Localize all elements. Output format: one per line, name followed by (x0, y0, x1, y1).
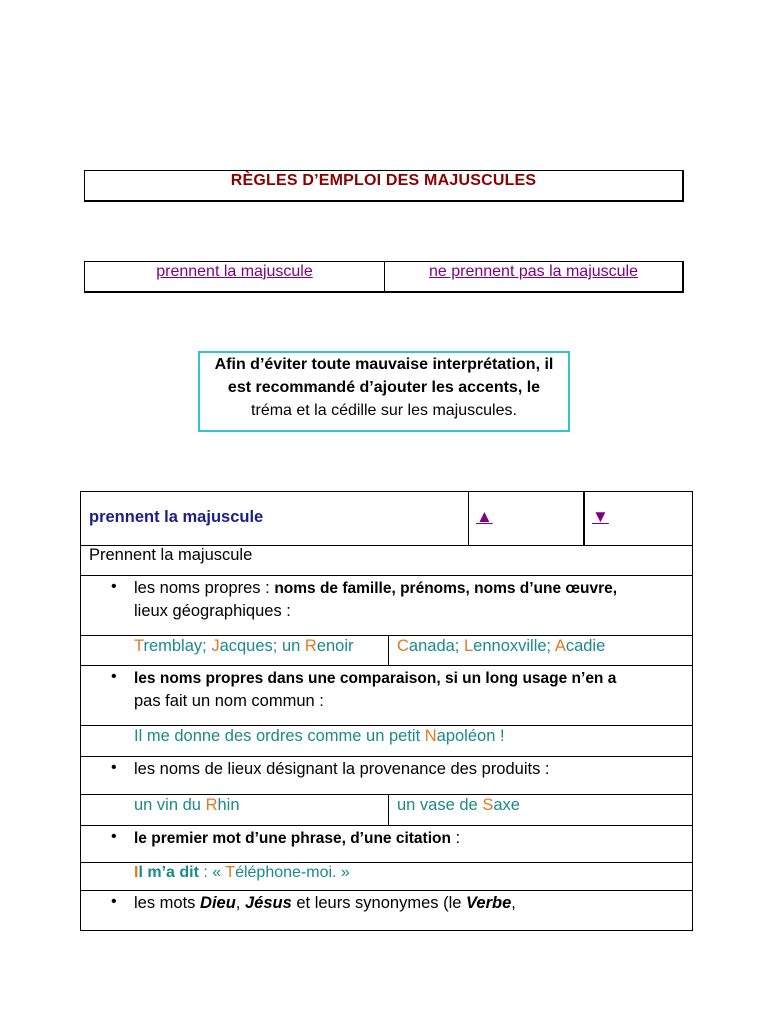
section-heading: prennent la majuscule (89, 508, 264, 526)
example4-text: Il m’a dit : « Téléphone-moi. » (134, 864, 350, 881)
rule-row-2 (81, 666, 692, 726)
title-box (84, 170, 684, 202)
rule1-bold: noms de famille, prénoms, noms d’une œuvre, (274, 580, 618, 597)
rule5-text1: les mots (134, 894, 201, 912)
subtitle-row (81, 546, 692, 576)
note-line-2: est recommandé d’ajouter les accents, le (227, 379, 541, 396)
nav-cell-left (85, 262, 385, 291)
rule-row-3 (81, 757, 692, 795)
bullet-icon: • (111, 578, 117, 595)
down-arrow-icon[interactable]: ▼ (592, 507, 609, 526)
rules-table (80, 491, 693, 931)
page-title: RÈGLES D’EMPLOI DES MAJUSCULES (230, 172, 537, 189)
rule2-line2: pas fait un nom commun : (134, 692, 324, 710)
example3-right: un vase de Saxe (397, 796, 520, 814)
header-divider-1 (468, 492, 469, 545)
rule2-line1: les noms propres dans une comparaison, si un long usage n’en a (134, 670, 617, 687)
rule-row-4 (81, 826, 692, 863)
example-row-1 (81, 636, 692, 666)
example3-left: un vin du Rhin (134, 796, 240, 814)
example1-divider (388, 636, 389, 665)
rule5-jesus: Jésus (244, 894, 292, 912)
rule4-text: : (450, 829, 461, 847)
bullet-icon: • (111, 893, 117, 910)
rule1-line2: lieux géographiques : (134, 602, 291, 620)
example1-right: Canada; Lennoxville; Acadie (397, 637, 606, 655)
example-row-2 (81, 726, 692, 757)
example2-text: Il me donne des ordres comme un petit Napoléon ! (134, 727, 505, 745)
rule5-sep: , (235, 894, 245, 912)
rule4-bold: le premier mot d’une phrase, d’une citation (134, 830, 451, 847)
bullet-icon: • (111, 759, 117, 776)
note-box (198, 351, 570, 432)
up-arrow-icon[interactable]: ▲ (476, 507, 493, 526)
rule-row-1 (81, 576, 692, 636)
note-line-3: tréma et la cédille sur les majuscules. (251, 402, 517, 419)
rule5-text2: et leurs synonymes (le (291, 894, 466, 912)
example1-left: Tremblay; Jacques; un Renoir (134, 637, 354, 655)
link-prennent[interactable]: prennent la majuscule (156, 263, 313, 280)
rule-row-5 (81, 891, 692, 931)
rule5-verbe: Verbe (466, 894, 512, 912)
example3-divider (388, 795, 389, 825)
header-divider-2 (583, 492, 585, 545)
nav-table (84, 261, 684, 293)
note-line-1: Afin d’éviter toute mauvaise interprétation, il (214, 356, 554, 373)
bullet-icon: • (111, 828, 117, 845)
example-row-3 (81, 795, 692, 826)
link-ne-prennent-pas[interactable]: ne prennent pas la majuscule (428, 263, 639, 280)
bullet-icon: • (111, 668, 117, 685)
example-row-4 (81, 863, 692, 891)
rule3-text: les noms de lieux désignant la provenance des produits : (134, 760, 550, 778)
nav-cell-right (385, 262, 682, 291)
rule5-text3: , (511, 894, 516, 912)
rule5-dieu: Dieu (200, 894, 236, 912)
table-header-row (81, 492, 692, 546)
rule1-text: les noms propres : (134, 579, 275, 597)
subtitle-text: Prennent la majuscule (89, 546, 253, 564)
